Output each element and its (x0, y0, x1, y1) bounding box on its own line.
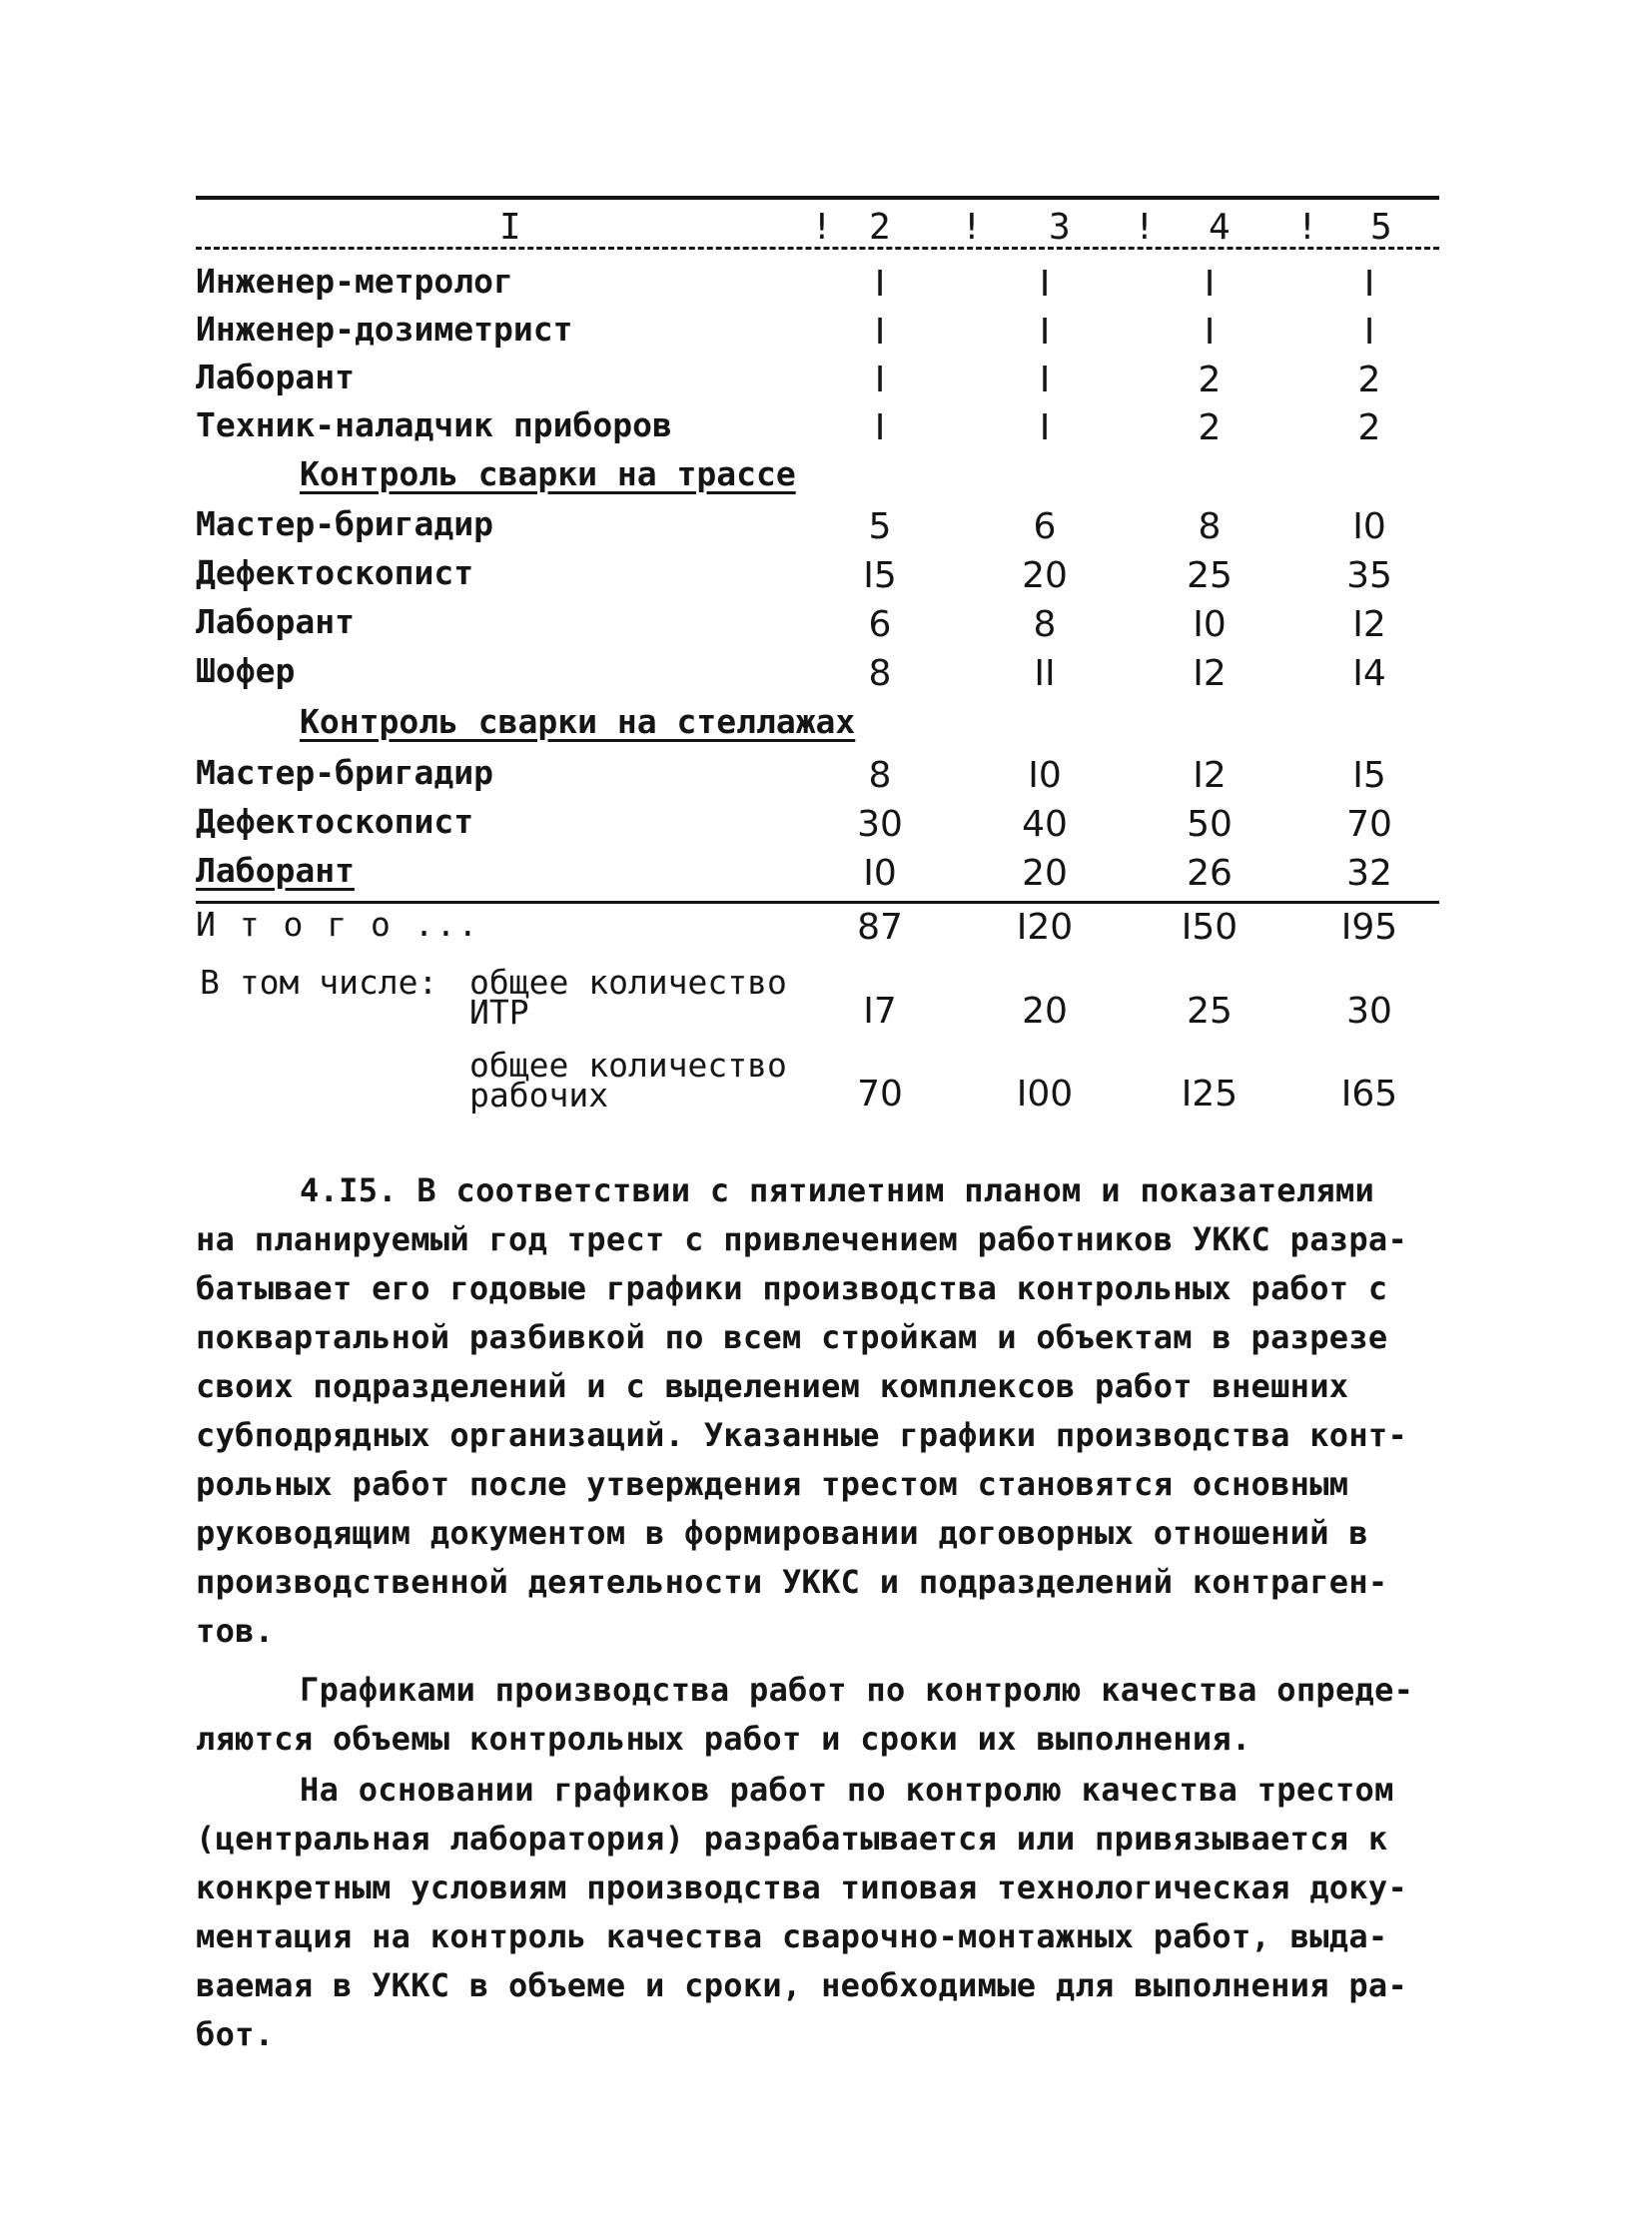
table-row (196, 358, 1439, 405)
cell: I (1039, 407, 1051, 448)
cell: 25 (1187, 991, 1233, 1032)
cell: I0 (863, 853, 897, 894)
text-line: субподрядных организаций. Указанные графики производства конт- (196, 1416, 1408, 1454)
table-row (196, 851, 1439, 899)
text-line: ваемая в УККС в объеме и сроки, необходимые для выполнения ра- (196, 1966, 1408, 2004)
text-line: своих подразделений и с выделением комплексов работ внешних (196, 1367, 1349, 1405)
header-dashed-rule (196, 247, 1439, 250)
cell: I65 (1340, 1074, 1398, 1115)
text-line: руководящим документом в формировании договорных отношений в (196, 1514, 1368, 1552)
text-line: конкретным условиям производства типовая технологическая доку- (196, 1868, 1408, 1906)
cell: 2 (1198, 360, 1222, 400)
row-name: Мастер-бригадир (196, 753, 494, 792)
cell: 8 (868, 653, 892, 694)
cell: I (1039, 360, 1051, 400)
row-name: Лаборант (196, 602, 355, 641)
cell: 20 (1022, 555, 1068, 596)
incl-label: В том числе: (200, 963, 438, 1002)
cell: I (1204, 264, 1216, 305)
cell: I7 (863, 991, 897, 1032)
cell: I0 (1352, 506, 1386, 547)
header-sep: ! (1296, 207, 1318, 248)
workers-row (196, 1072, 1439, 1120)
text-line: тов. (196, 1612, 275, 1650)
itr-line2: ИТР (469, 993, 529, 1032)
cell: I2 (1193, 755, 1227, 796)
table-row (196, 651, 1439, 699)
cell: 8 (868, 755, 892, 796)
text-line: рольных работ после утверждения трестом становятся основным (196, 1465, 1349, 1503)
cell: I (874, 264, 886, 305)
text-line: 4.I5. В соответствии с пятилетним планом и показателями (300, 1171, 1375, 1209)
cell: 25 (1187, 555, 1233, 596)
itr-row (196, 989, 1439, 1037)
cell: I (1204, 312, 1216, 353)
cell: 70 (857, 1074, 903, 1115)
workers-line1: общее количество (469, 1046, 787, 1085)
row-name: Дефектоскопист (196, 802, 474, 841)
table-top-rule (196, 196, 1439, 200)
cell: I2 (1352, 604, 1386, 645)
total-row (196, 905, 1439, 953)
cell: 2 (1198, 407, 1222, 448)
row-name: Инженер-дозиметрист (196, 310, 573, 349)
header-col2: 2 (869, 207, 891, 248)
cell: I00 (1016, 1074, 1074, 1115)
header-sep: ! (961, 207, 983, 248)
cell: 40 (1022, 804, 1068, 845)
table-row (196, 262, 1439, 310)
header-sep: ! (811, 207, 833, 248)
cell: 30 (857, 804, 903, 845)
text-line: поквартальной разбивкой по всем стройкам и объектам в разрезе (196, 1318, 1388, 1356)
row-name: Лаборант (196, 851, 355, 890)
itr-line1: общее количество (469, 963, 787, 1002)
section-heading-trassa: Контроль сварки на трассе (300, 454, 796, 493)
cell: I50 (1181, 907, 1239, 948)
cell: I95 (1340, 907, 1398, 948)
table-row (196, 553, 1439, 601)
paragraph-schedules (196, 1666, 1439, 1764)
text-line: (центральная лаборатория) разрабатывается или привязывается к (196, 1820, 1388, 1858)
cell: 35 (1346, 555, 1392, 596)
cell: I (874, 407, 886, 448)
cell: I (1039, 312, 1051, 353)
cell: 87 (857, 907, 903, 948)
workers-line2: рабочих (469, 1076, 609, 1115)
cell: I5 (863, 555, 897, 596)
cell: 50 (1187, 804, 1233, 845)
text-line: батывает его годовые графики производства контрольных работ с (196, 1269, 1388, 1307)
header-col3: 3 (1049, 207, 1071, 248)
table-row (196, 753, 1439, 801)
cell: 32 (1346, 853, 1392, 894)
cell: I5 (1352, 755, 1386, 796)
header-col5: 5 (1370, 207, 1392, 248)
table-row (196, 504, 1439, 552)
text-line: производственной деятельности УККС и подразделений контраген- (196, 1563, 1388, 1601)
cell: I (1039, 264, 1051, 305)
row-name: Инженер-метролог (196, 262, 513, 301)
cell: I4 (1352, 653, 1386, 694)
total-rule (196, 901, 1439, 904)
cell: I20 (1016, 907, 1074, 948)
row-name: Дефектоскопист (196, 553, 474, 592)
text-line: На основании графиков работ по контролю качества трестом (300, 1771, 1394, 1809)
cell: 2 (1357, 407, 1381, 448)
cell: II (1034, 653, 1056, 694)
row-name: Техник-наладчик приборов (196, 405, 672, 444)
cell: 6 (868, 604, 892, 645)
cell: 5 (868, 506, 892, 547)
cell: I0 (1028, 755, 1062, 796)
text-line: бот. (196, 2015, 275, 2053)
text-line: на планируемый год трест с привлечением работников УККС разра- (196, 1220, 1408, 1258)
row-name: Мастер-бригадир (196, 504, 494, 543)
header-col4: 4 (1209, 207, 1231, 248)
cell: 8 (1198, 506, 1222, 547)
section-heading-stellazh: Контроль сварки на стеллажах (300, 702, 856, 741)
cell: 30 (1346, 991, 1392, 1032)
row-name: Шофер (196, 651, 296, 690)
cell: I (874, 360, 886, 400)
cell: 6 (1033, 506, 1057, 547)
cell: 20 (1022, 991, 1068, 1032)
cell: 70 (1346, 804, 1392, 845)
cell: I (874, 312, 886, 353)
paragraph-4-15 (196, 1166, 1439, 1656)
table-row (196, 802, 1439, 850)
cell: I (1363, 312, 1375, 353)
cell: I2 (1193, 653, 1227, 694)
table-row (196, 310, 1439, 358)
cell: 8 (1033, 604, 1057, 645)
table-row (196, 602, 1439, 650)
total-label: И т о г о ... (196, 905, 480, 944)
cell: 26 (1187, 853, 1233, 894)
paragraph-documentation (196, 1766, 1439, 2059)
cell: 20 (1022, 853, 1068, 894)
cell: I25 (1181, 1074, 1239, 1115)
text-line: ляются объемы контрольных работ и сроки их выполнения. (196, 1720, 1251, 1758)
table-row (196, 405, 1439, 453)
text-line: Графиками производства работ по контролю качества опреде- (300, 1671, 1414, 1709)
text-line: ментация на контроль качества сварочно-монтажных работ, выда- (196, 1917, 1388, 1955)
cell: 2 (1357, 360, 1381, 400)
header-sep: ! (1134, 207, 1156, 248)
header-col1: I (499, 207, 521, 248)
cell: I (1363, 264, 1375, 305)
cell: I0 (1193, 604, 1227, 645)
row-name: Лаборант (196, 358, 355, 396)
